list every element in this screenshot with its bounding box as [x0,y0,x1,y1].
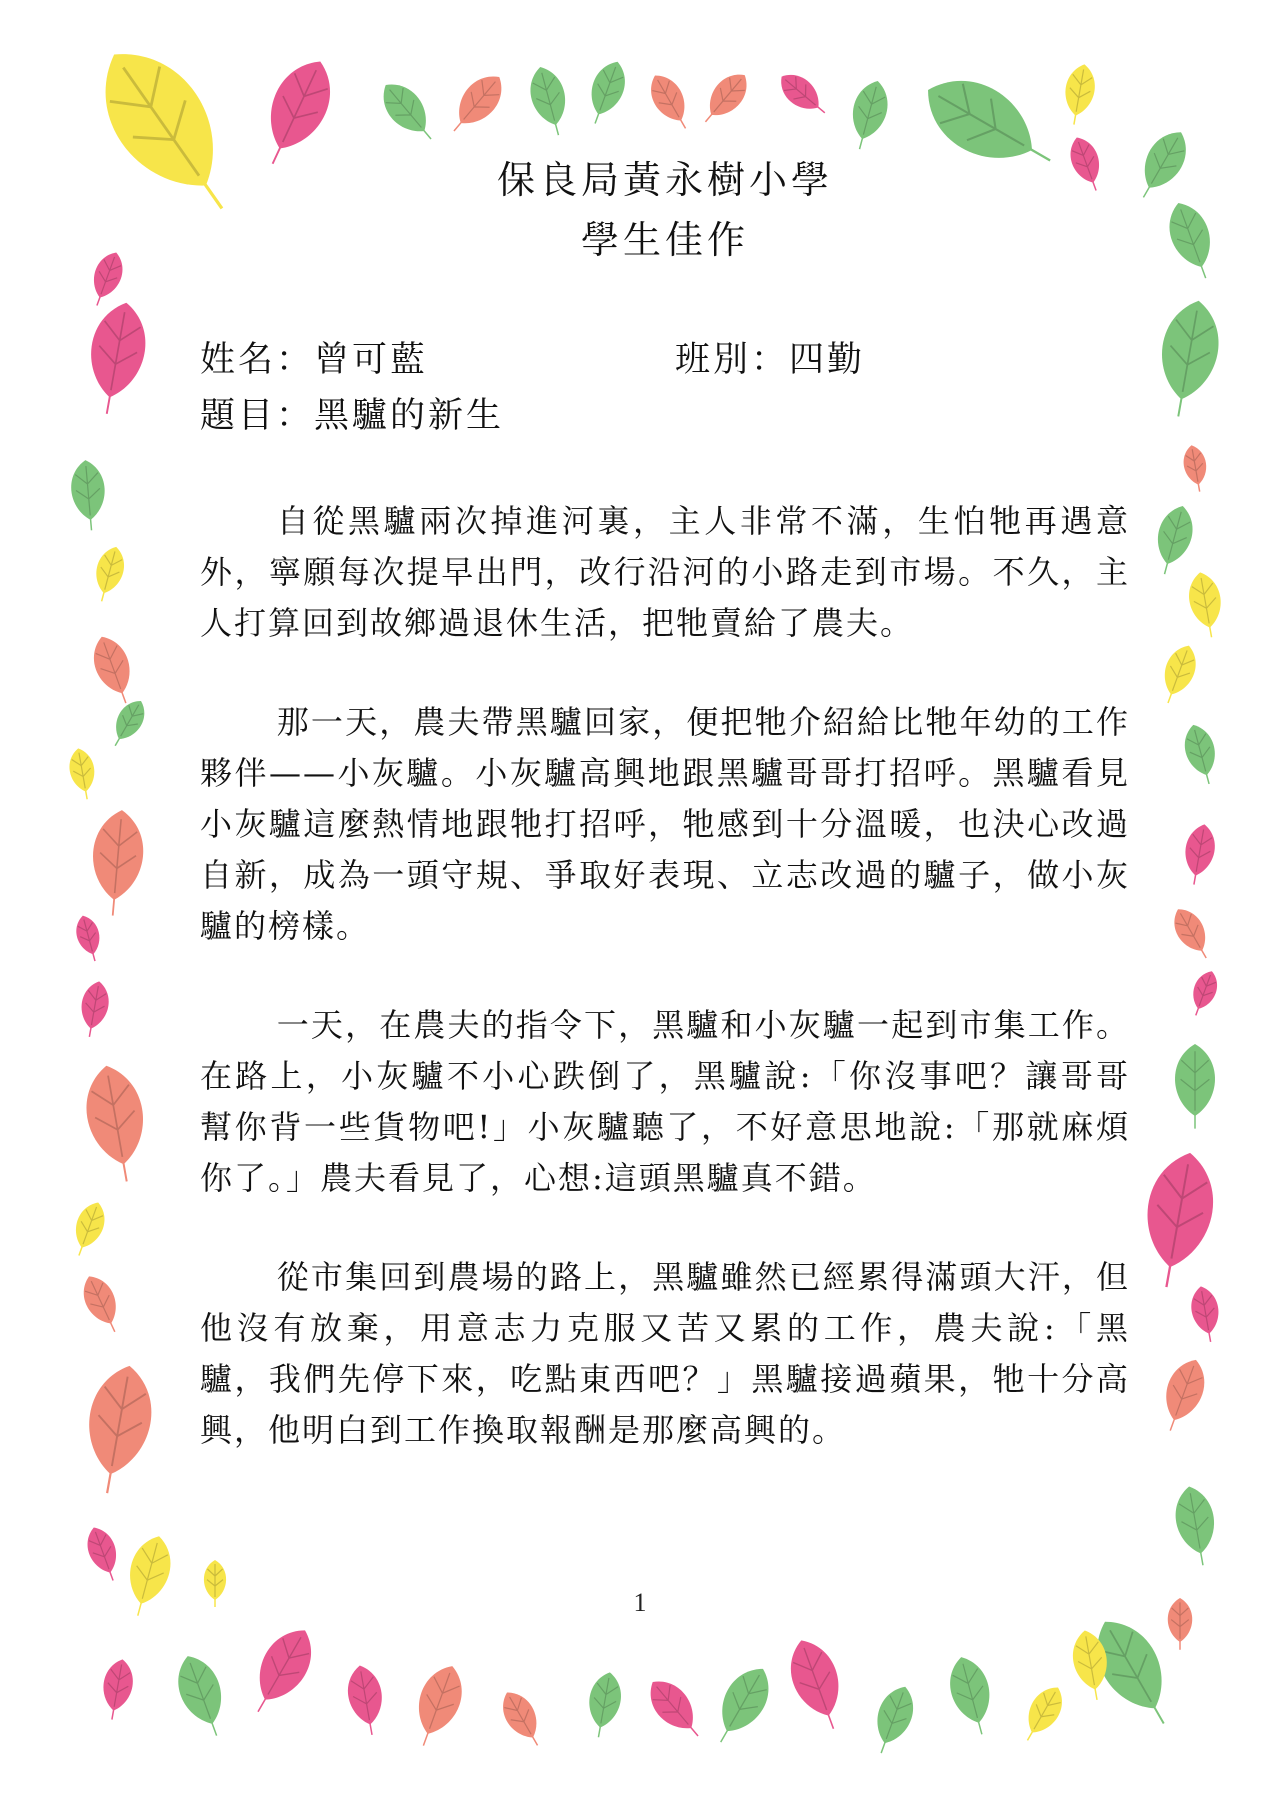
essay-paragraph: 從市集回到農場的路上，黑驢雖然已經累得滿頭大汗，但他沒有放棄，用意志力克服又苦又累的工作，農夫說:「黑驢，我們先停下來，吃點東西吧？」黑驢接過蘋果，牠十分高興，他明白到工作換取報酬是那麼高興的。 [200,1258,1130,1449]
leaf-icon [865,1681,920,1759]
leaf-icon [77,1361,160,1499]
school-name: 保良局黃永樹小學 [496,158,833,202]
leaf-icon [76,1270,128,1338]
leaf-icon [76,979,112,1039]
document-subtitle: 學生佳作 [580,218,749,262]
leaf-icon [1148,502,1198,579]
leaf-icon [1128,123,1196,206]
leaf-icon [66,1198,110,1260]
leaf-icon [69,459,108,532]
student-class: 班別：四勤 [675,340,866,380]
leaf-icon [405,1659,472,1752]
leaf-icon [1175,1044,1215,1129]
leaf-icon [780,1633,854,1737]
leaf-icon [640,1671,711,1746]
leaf-icon [703,1659,780,1752]
leaf-icon [81,1523,125,1585]
leaf-icon [105,695,152,752]
student-name: 姓名：曾可藍 [200,340,429,380]
leaf-icon [66,746,99,801]
leaf-icon [72,913,106,964]
leaf-icon [694,66,755,131]
leaf-icon [1166,903,1217,965]
leaf-icon [494,1685,550,1752]
leaf-icon [86,631,141,709]
leaf-icon [80,298,152,418]
leaf-icon [580,56,632,128]
leaf-icon [843,77,893,154]
leaf-icon [1161,197,1224,285]
leaf-icon [1135,1147,1222,1292]
leaf-icon [1188,1284,1224,1344]
essay-paragraph: 一天，在農夫的指令下，黑驢和小灰驢一起到市集工作。在路上，小灰驢不小心跌倒了，黑驢說:「你沒事吧？讓哥哥幫你背一些貨物吧!」小灰驢聽了，不好意思地說:「那就麻煩你了。」農夫看見了，心想:這頭黑驢真不錯。 [200,1006,1130,1197]
leaf-icon [773,66,833,123]
leaf-icon [1154,641,1202,708]
page-number: 1 [633,1588,647,1617]
leaf-icon [441,66,512,141]
essay-topic: 題目：黑驢的新生 [200,396,505,436]
leaf-icon [583,1670,625,1740]
leaf-icon [343,1663,388,1738]
leaf-icon [1181,443,1211,493]
leaf-icon [88,808,147,918]
leaf-icon [1151,296,1226,421]
leaf-icon [1179,721,1223,787]
leaf-icon [98,1657,137,1722]
document-header [200,150,1130,270]
essay-paragraph: 那一天，農夫帶黑驢回家，便把牠介紹給比牠年幼的工作夥伴——小灰驢。小灰驢高興地跟黑驢哥哥打招呼。黑驢看見小灰驢這麼熱情地跟牠打招呼，牠感到十分溫暖，也決心改過自新，成為一頭守規、爭取好表現、立志改過的驢子，做小灰驢的榜樣。 [200,703,1130,945]
leaf-icon [1060,62,1099,127]
leaf-icon [169,1649,236,1742]
leaf-icon [84,248,128,310]
leaf-icon [943,1652,1000,1739]
leaf-icon [1154,1354,1213,1437]
leaf-icon [524,63,574,140]
leaf-icon [1185,570,1227,640]
student-info [200,332,1130,444]
leaf-icon [1180,822,1219,887]
essay-paragraph: 自從黑驢兩次掉進河裏，主人非常不滿，生怕牠再遇意外，寧願每次提早出門，改行沿河的小路走到市場。不久，主人打算回到故鄉過退休生活，把牠賣給了農夫。 [200,502,1130,642]
essay-content [200,150,1130,1488]
leaf-icon [89,543,129,604]
leaf-icon [373,74,444,149]
leaf-icon [1170,1483,1221,1568]
leaf-icon [642,68,698,135]
leaf-icon [1185,967,1222,1019]
leaf-icon [239,1619,324,1723]
leaf-icon [1015,1680,1071,1747]
leaf-icon [79,1061,154,1186]
